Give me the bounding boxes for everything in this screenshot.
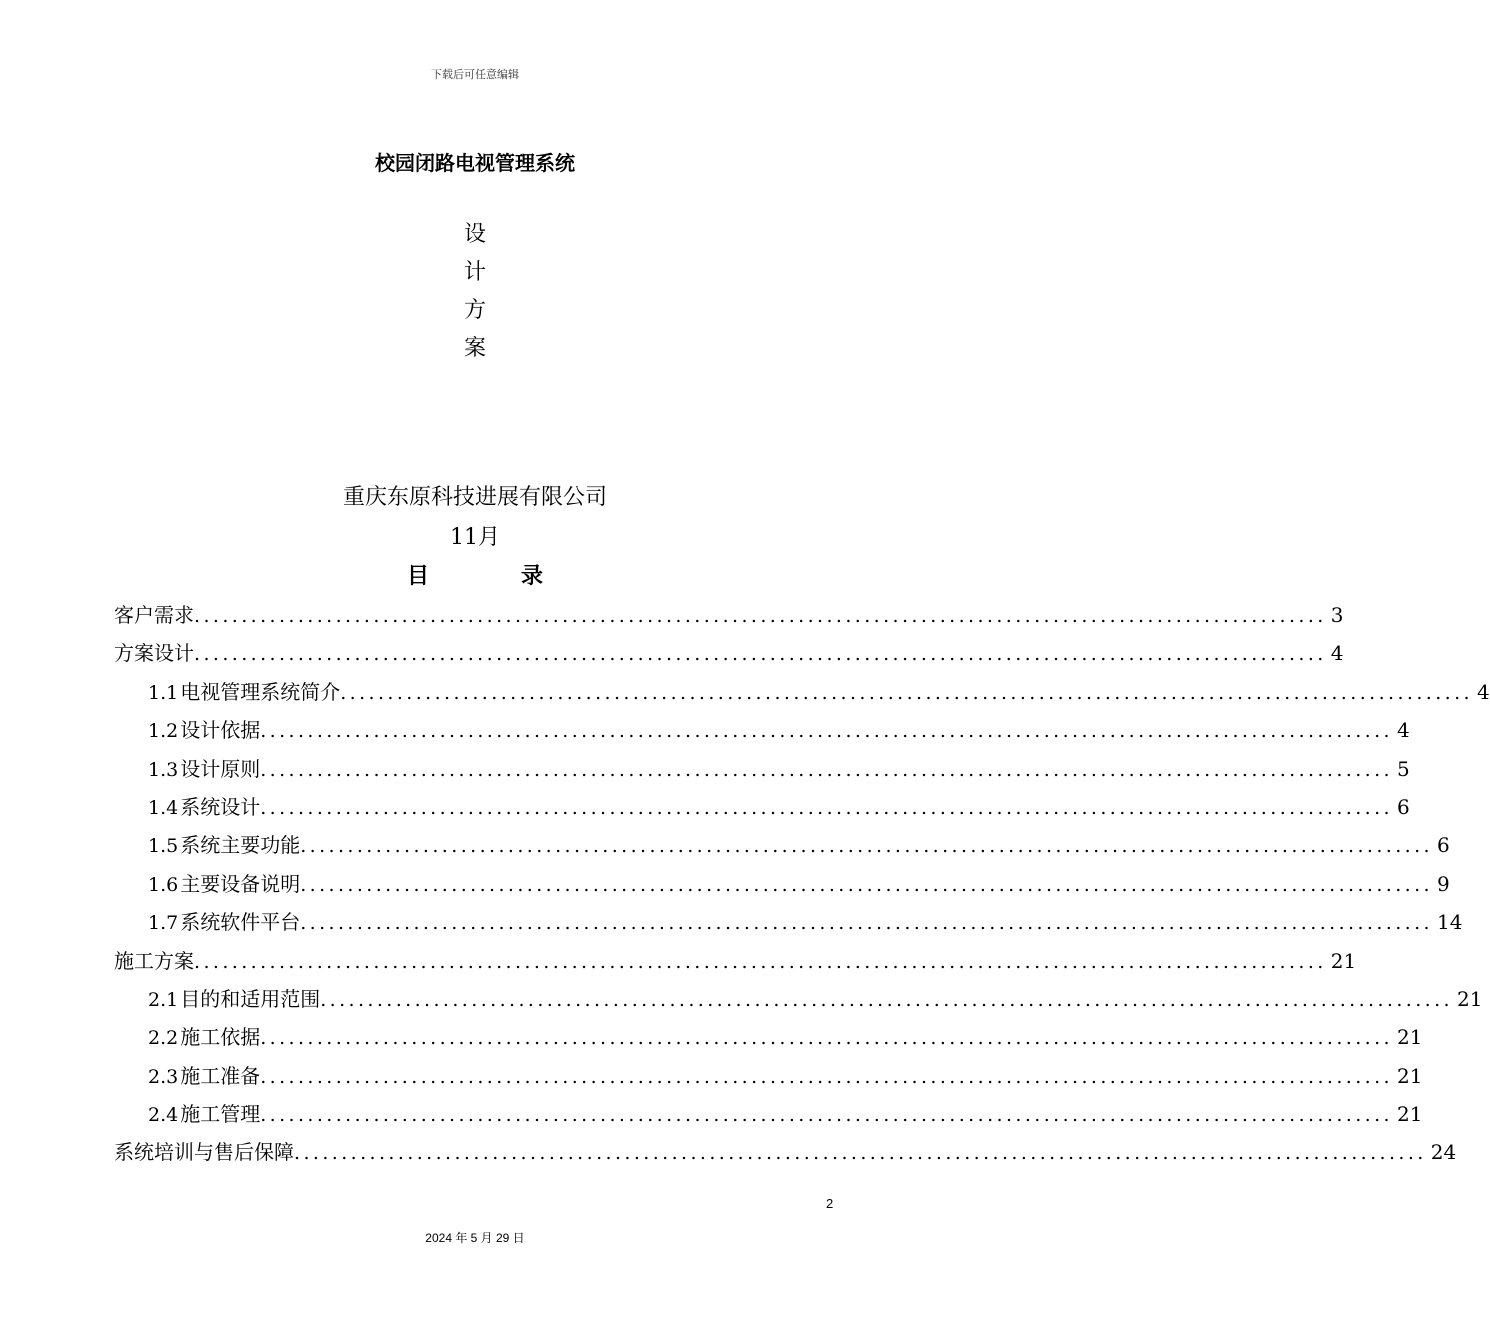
toc-entry-page: 21 [1396,1102,1423,1127]
toc-entry-label: 施工管理 [180,1102,261,1127]
toc-entry-label: 方案设计 [114,641,194,666]
toc-entry-page: 6 [1396,794,1410,819]
toc-entry-page: 3 [1330,603,1344,627]
toc-entry-number: 1.6 [148,873,179,896]
toc-entry-number: 1.3 [148,758,179,781]
toc-leader-dots: ........................................................................................................................ [194,950,1327,973]
toc-heading-char: 目 [406,564,429,589]
toc-entry-page: 24 [1430,1140,1457,1165]
toc-leader-dots: ........................................................................................................................ [260,1027,1393,1050]
subtitle-char: 案 [463,336,486,361]
header-note: 下载后可任意编辑 [431,68,519,81]
company-name: 重庆东原科技进展有限公司 [342,485,607,510]
toc-entry[interactable] [114,1133,1457,1171]
toc-entry[interactable] [114,942,1357,980]
toc-entry[interactable] [114,1095,1423,1133]
toc-entry-page: 5 [1396,756,1410,781]
toc-entry-label: 电视管理系统简介 [180,679,341,704]
toc-entry[interactable] [114,1057,1423,1095]
toc-entry-page: 14 [1436,910,1463,935]
table-of-contents [114,596,1490,1172]
toc-entry-label: 系统设计 [180,794,261,819]
toc-entry-page: 4 [1330,641,1344,666]
toc-leader-dots: ........................................................................................................................ [260,1065,1393,1088]
toc-leader-dots: ........................................................................................................................ [320,988,1453,1011]
toc-entry-label: 系统软件平台 [180,910,301,935]
toc-entry-label: 系统培训与售后保障 [114,1140,294,1165]
toc-leader-dots: ........................................................................................................................ [260,720,1393,743]
toc-entry-label: 施工依据 [180,1025,261,1050]
toc-entry-page: 21 [1396,1025,1423,1050]
document-title: 校园闭路电视管理系统 [375,151,575,175]
toc-entry[interactable] [114,673,1490,711]
toc-entry[interactable] [114,1018,1423,1056]
toc-entry-number: 1.7 [148,912,179,935]
toc-entry[interactable] [114,826,1450,864]
toc-leader-dots: ........................................................................................................................ [194,643,1327,666]
toc-entry-page: 9 [1436,871,1450,896]
toc-entry-page: 4 [1396,718,1410,743]
toc-entry-label: 设计原则 [180,756,261,781]
subtitle-char: 计 [463,260,486,285]
toc-entry-number: 2.4 [148,1104,179,1127]
toc-entry-label: 目的和适用范围 [180,986,321,1011]
toc-leader-dots: ........................................................................................................................ [300,912,1433,935]
toc-leader-dots: ........................................................................................................................ [340,681,1473,704]
vertical-subtitle [0,216,950,368]
toc-entry-number: 2.3 [148,1065,179,1088]
toc-entry-page: 6 [1436,833,1450,858]
toc-entry-number: 2.2 [148,1027,179,1050]
toc-entry-page: 21 [1396,1063,1423,1088]
toc-entry[interactable] [114,980,1483,1018]
toc-entry-number: 1.4 [148,796,179,819]
toc-entry-label: 施工准备 [180,1063,261,1088]
toc-entry[interactable] [114,634,1344,672]
toc-entry-page: 4 [1476,679,1490,704]
document-date: 11月 [450,525,500,550]
toc-entry-label: 主要设备说明 [180,871,301,896]
toc-entry-label: 客户需求 [114,603,194,627]
toc-heading-char: 录 [521,564,544,589]
toc-entry-label: 设计依据 [180,718,261,743]
toc-entry[interactable] [114,596,1344,634]
toc-entry[interactable] [114,788,1410,826]
toc-leader-dots: ........................................................................................................................ [194,605,1327,627]
subtitle-char: 方 [463,298,486,323]
toc-leader-dots: ........................................................................................................................ [260,758,1393,781]
toc-entry[interactable] [114,750,1410,788]
subtitle-char: 设 [463,222,486,247]
toc-leader-dots: ........................................................................................................................ [300,835,1433,858]
toc-entry-label: 施工方案 [114,948,194,973]
toc-entry-number: 1.2 [148,720,179,743]
toc-leader-dots: ........................................................................................................................ [300,873,1433,896]
toc-entry-number: 1.5 [148,835,179,858]
toc-entry[interactable] [114,903,1463,941]
toc-entry-page: 21 [1330,948,1357,973]
toc-leader-dots: ........................................................................................................................ [260,1104,1393,1127]
toc-entry-page: 21 [1456,986,1483,1011]
toc-leader-dots: ........................................................................................................................ [294,1142,1427,1165]
toc-entry-number: 2.1 [148,988,179,1011]
toc-heading [0,559,950,590]
page-number: 2 [826,1196,834,1211]
footer-date: 2024 年 5 月 29 日 [425,1231,525,1245]
toc-entry-number: 1.1 [148,681,179,704]
toc-entry-label: 系统主要功能 [180,833,301,858]
toc-entry[interactable] [114,711,1410,749]
toc-leader-dots: ........................................................................................................................ [260,796,1393,819]
toc-entry[interactable] [114,865,1450,903]
